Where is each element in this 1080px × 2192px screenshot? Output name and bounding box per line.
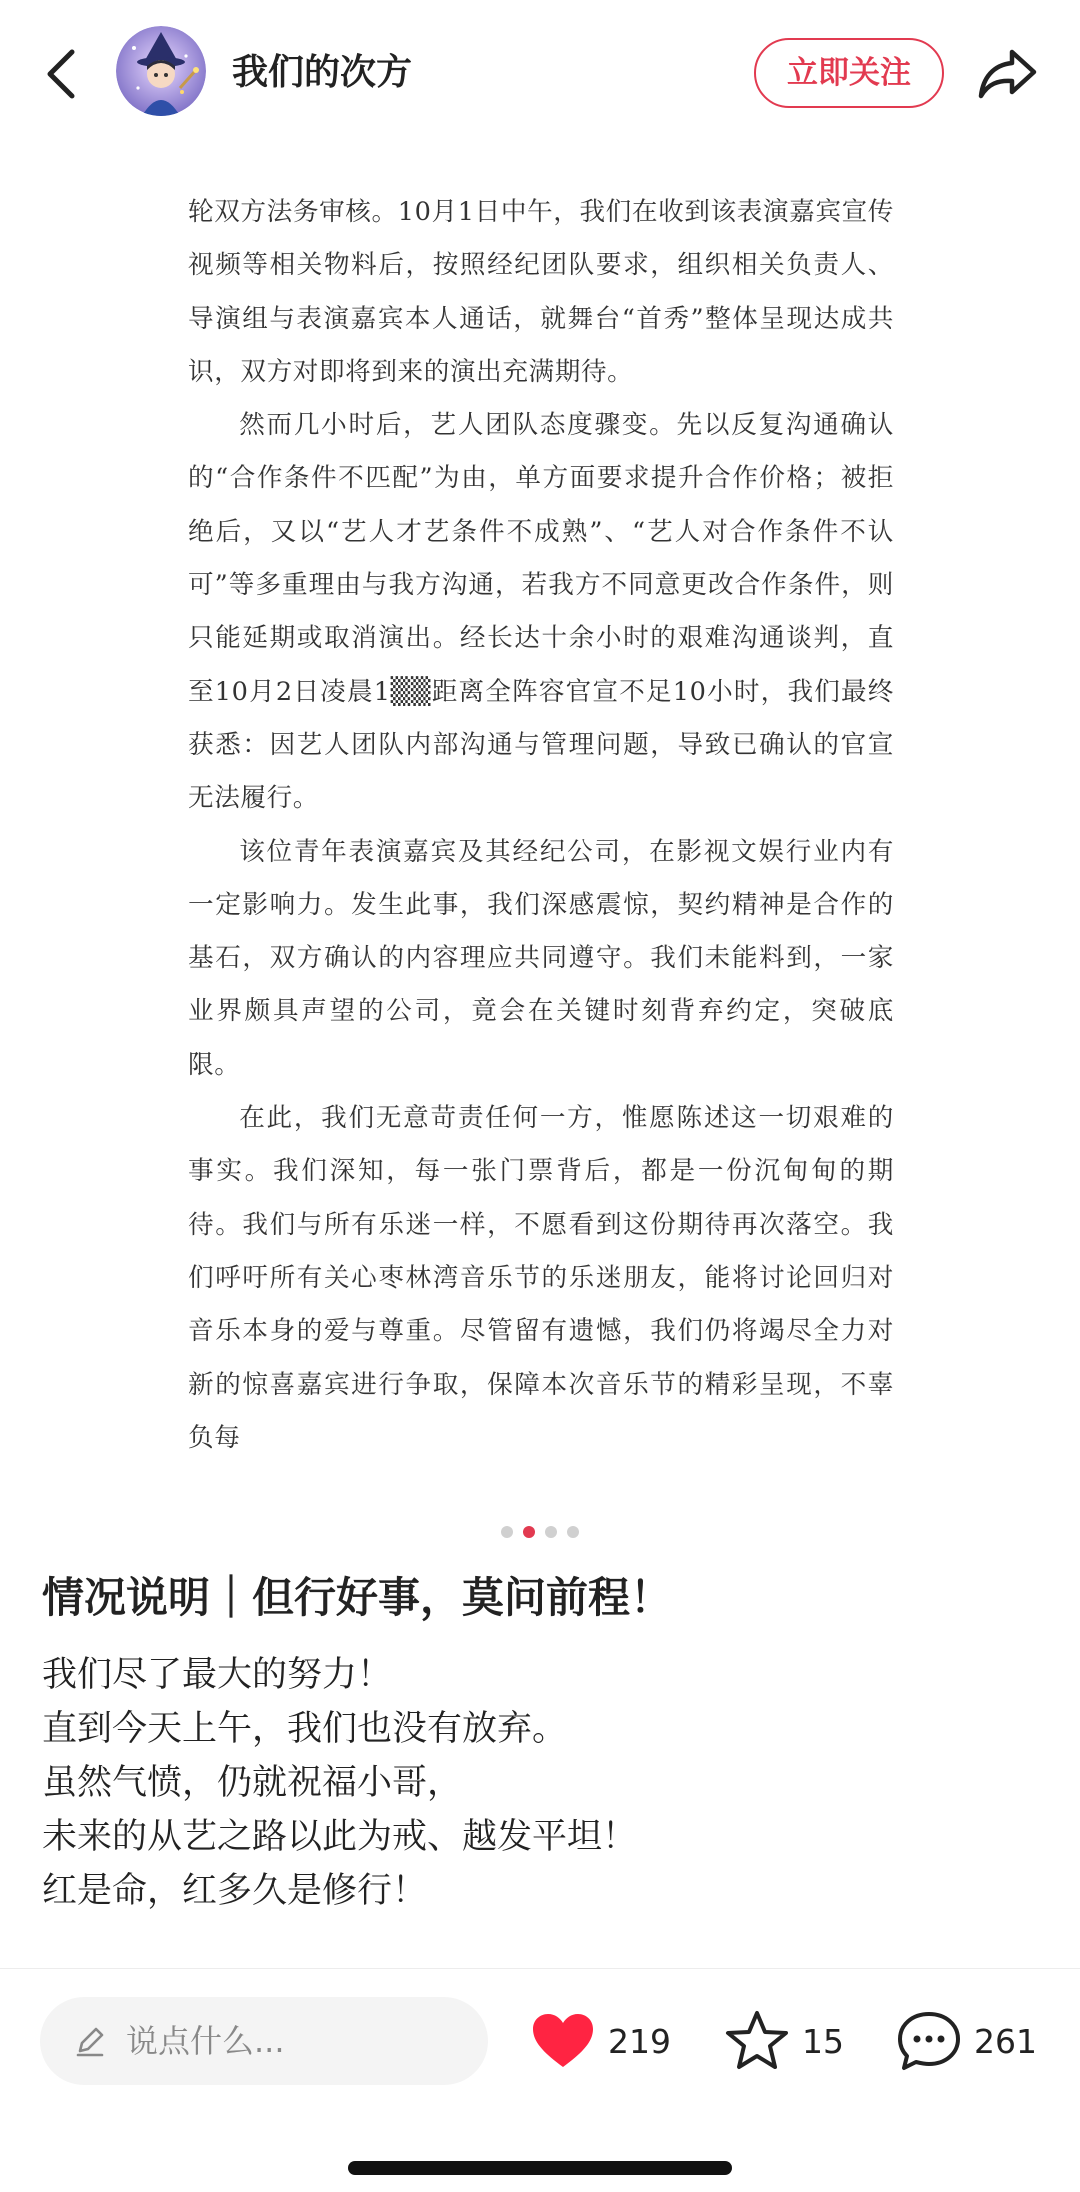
- post-title: 情况说明｜但行好事，莫问前程！: [42, 1573, 673, 1622]
- bottom-action-bar: [0, 1968, 1080, 2192]
- collect-count: 15: [802, 2021, 844, 2061]
- post-line: 我们尽了最大的努力！: [42, 1655, 393, 1695]
- share-button[interactable]: [976, 44, 1040, 102]
- comment-placeholder: 说点什么...: [126, 2022, 285, 2060]
- star-icon: [724, 2009, 790, 2073]
- doc-paragraph: 轮双方法务审核。10月1日中午，我们在收到该表演嘉宾宣传视频等相关物料后，按照经纪团队要求，组织相关负责人、导演组与表演嘉宾本人通话，就舞台“首秀”整体呈现达成共识，双方对即将到来的演出充满期待。: [188, 197, 894, 387]
- comment-input[interactable]: [40, 1997, 488, 2085]
- share-icon: [976, 44, 1040, 102]
- post-body: [42, 1648, 1042, 1918]
- back-button[interactable]: [40, 44, 84, 104]
- like-count: 219: [608, 2021, 671, 2061]
- back-arrow-icon: [40, 44, 84, 104]
- follow-button[interactable]: 立即关注: [754, 38, 944, 108]
- post-line: 虽然气愤，仍就祝福小哥，: [42, 1763, 463, 1803]
- image-document-text: [188, 186, 894, 1465]
- avatar-wizard-icon: [116, 26, 206, 116]
- post-line: 直到今天上午，我们也没有放弃。: [42, 1709, 568, 1749]
- pencil-icon: [72, 2023, 108, 2059]
- like-button[interactable]: [530, 2005, 671, 2077]
- collect-button[interactable]: [724, 2005, 844, 2077]
- author-avatar[interactable]: [116, 26, 206, 116]
- carousel-dot[interactable]: [501, 1526, 513, 1538]
- doc-paragraph: 然而几小时后，艺人团队态度骤变。先以反复沟通确认的“合作条件不匹配”为由，单方面要求提升合作价格；被拒绝后，又以“艺人才艺条件不成熟”、“艺人对合作条件不认可”等多重理由与我方沟通，若我方不同意更改合作条件，则只能延期或取消演出。经长达十余小时的艰难沟通谈判，直至10月2日凌晨1▒▒距离全阵容官宣不足10小时，我们最终获悉：因艺人团队内部沟通与管理问题，导致已确认的官宣无法履行。: [188, 410, 894, 814]
- comment-button[interactable]: [896, 2005, 1037, 2077]
- heart-icon: [530, 2011, 596, 2071]
- carousel-dot-active[interactable]: [523, 1526, 535, 1538]
- post-line: 未来的从艺之路以此为戒、越发平坦！: [42, 1817, 638, 1857]
- doc-paragraph: 在此，我们无意苛责任何一方，惟愿陈述这一切艰难的事实。我们深知，每一张门票背后，都是一份沉甸甸的期待。我们与所有乐迷一样，不愿看到这份期待再次落空。我们呼吁所有关心枣林湾音乐节的乐迷朋友，能将讨论回归对音乐本身的爱与尊重。尽管留有遗憾，我们仍将竭尽全力对新的惊喜嘉宾进行争取，保障本次音乐节的精彩呈现，不辜负每: [188, 1103, 894, 1453]
- carousel-dot[interactable]: [545, 1526, 557, 1538]
- post-image[interactable]: [0, 150, 1080, 1480]
- post-line: 红是命，红多久是修行！: [42, 1871, 428, 1911]
- carousel-indicator: [0, 1526, 1080, 1540]
- carousel-dot[interactable]: [567, 1526, 579, 1538]
- comment-bubble-icon: [896, 2009, 962, 2073]
- top-nav-bar: [0, 0, 1080, 150]
- author-name[interactable]: 我们的次方: [232, 52, 413, 93]
- home-indicator[interactable]: [348, 2161, 732, 2175]
- doc-paragraph: 该位青年表演嘉宾及其经纪公司，在影视文娱行业内有一定影响力。发生此事，我们深感震惊，契约精神是合作的基石，双方确认的内容理应共同遵守。我们未能料到，一家业界颇具声望的公司，竟会在关键时刻背弃约定，突破底限。: [188, 836, 894, 1080]
- comment-count: 261: [974, 2021, 1037, 2061]
